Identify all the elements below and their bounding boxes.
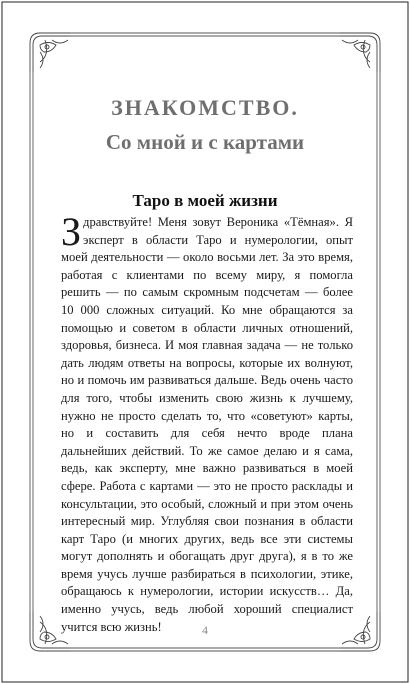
corner-ornament-top-left [30, 33, 70, 72]
body-paragraph [61, 209, 353, 636]
body-text: дравствуйте! Меня зовут Вероника «Тёмная». Я эксперт в области Таро и нумерологии, опыт моей деятельности — около восьми лет. За это время, работая с клиентами по всему миру, я помогла решить — по самым скромным подсчетам — более 10 000 сложных ситуаций. Ко мне обращаются за помощью и советом в области личных отношений, здоровья, бизнеса. И моя главная задача — не только дать людям ответы на вопросы, которые их волнуют, но и помочь им развиваться дальше. Ведь очень часто для того, чтобы изменить свою жизнь к лучшему, нужно не просто сделать то, что «советуют» карты, но и составить для себя нечто вроде плана дальнейших действий. То же самое делаю и я сама, ведь, как эксперту, мне важно развиваться в моей сфере. Работа с картами — это не просто расклады и консультации, это особый, сложный и при этом очень интересный мир. Углубляя свои познания в области карт Таро (и многих других, ведь все эти системы могут дополнять и обогащать друг друга), я в то же время учусь лучше разбираться в психологии, этике, обращаюсь к нумерологии, истории искусств… Да, именно учусь, ведь любой хороший специалист учится всю жизнь! [61, 215, 353, 634]
page-number: 4 [202, 623, 208, 637]
drop-cap: З [61, 209, 82, 254]
corner-ornament-top-right [340, 33, 380, 72]
chapter-subtitle: Со мной и с картами [105, 130, 305, 154]
chapter-title: ЗНАКОМСТВО. [111, 95, 299, 120]
section-heading: Таро в моей жизни [132, 191, 278, 210]
